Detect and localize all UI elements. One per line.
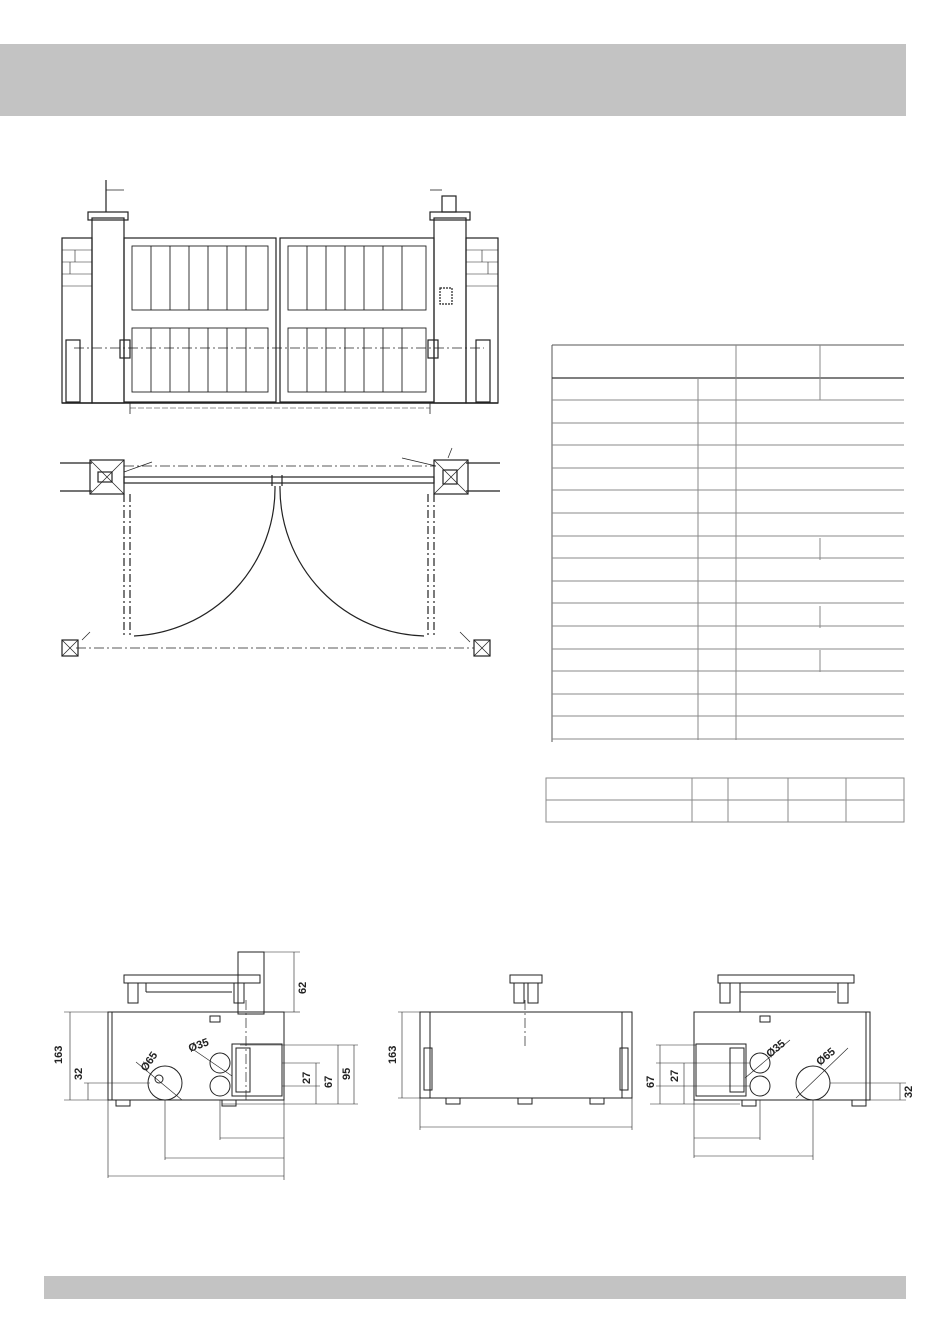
cable-hole-65-left <box>148 1066 182 1100</box>
cable-hole-65-right <box>796 1066 830 1100</box>
right-label-67: 67 <box>645 1075 657 1088</box>
front-view <box>398 975 632 1130</box>
left-side-view <box>64 952 358 1180</box>
front-height-label: 163 <box>387 1045 399 1064</box>
left-dia-35: Ø35 <box>186 1036 211 1055</box>
left-label-32: 32 <box>73 1067 85 1080</box>
left-top-label: 62 <box>297 981 309 994</box>
left-dia-65: Ø65 <box>138 1049 161 1074</box>
cable-hole-35-right <box>750 1053 770 1073</box>
left-height-label: 163 <box>53 1045 65 1064</box>
right-label-32: 32 <box>903 1085 915 1098</box>
right-label-27: 27 <box>669 1069 681 1082</box>
right-dia-35: Ø35 <box>764 1037 788 1061</box>
left-label-95: 95 <box>341 1067 353 1080</box>
right-dia-65: Ø65 <box>814 1045 838 1069</box>
left-label-67: 67 <box>323 1075 335 1088</box>
right-side-view <box>650 975 906 1160</box>
left-label-27: 27 <box>301 1071 313 1084</box>
